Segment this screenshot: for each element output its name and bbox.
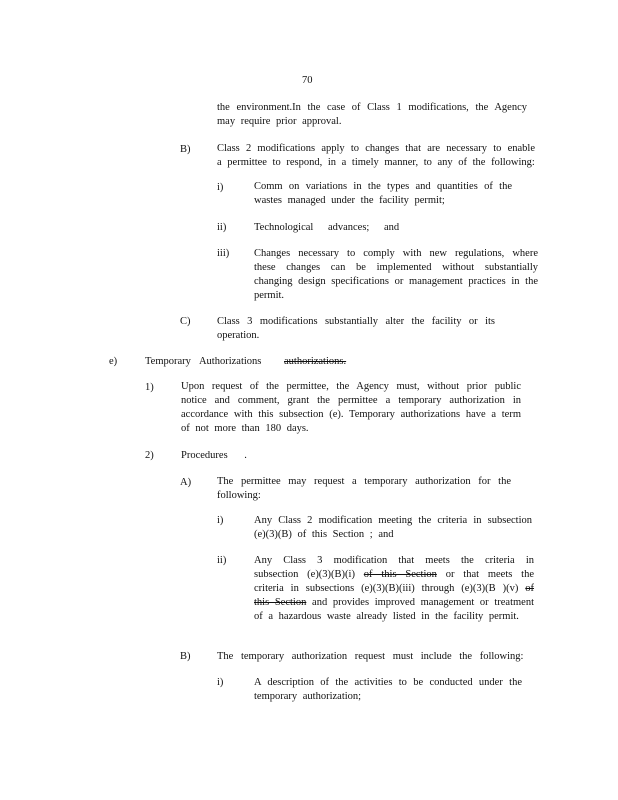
item-1-label: 1) (145, 382, 154, 393)
item-1-text: Upon request of the permittee, the Agency must, without prior public notice and comment, grant the permittee a temporary authorization in accordance with this subsection (e). Temporary authorizations have a term of not more than 180 days. (181, 381, 521, 434)
item-a-ii-label: ii) (217, 555, 227, 566)
item-b-i-text: Comm on variations in the types and quantities of the wastes managed under the facility permit; (254, 181, 512, 206)
item-a-label: A) (180, 477, 192, 488)
item-2-trailing-period: . (244, 450, 247, 461)
item-a-i-label: i) (217, 515, 224, 526)
item-a-ii-part-2: or that meets the criteria in subsections (e)(3)(B)(iii) through (e)(3)(B )(v) (254, 569, 534, 594)
item-a-ii-part-1: Any Class 3 modification that meets the criteria in subsection (e)(3)(B)(i) (254, 555, 534, 580)
item-b-iii-text: Changes necessary to comply with new regulations, where these changes can be implemented without substantially changing design specifications or management practices in the permit. (254, 248, 538, 301)
item-b-i-label: i) (217, 182, 224, 193)
item-2-title: Procedures (181, 450, 228, 461)
item-b-label: B) (180, 144, 191, 155)
section-e-title: Temporary Authorizations (145, 356, 262, 367)
item-2-label: 2) (145, 450, 154, 461)
item-a-ii-part-3: and provides improved management or treatment of a hazardous waste already listed in the facility permit. (254, 597, 535, 622)
item-b-ii-text: Technological advances; and (254, 222, 400, 233)
item-b-ii-label: ii) (217, 222, 227, 233)
item-2-heading (181, 449, 247, 462)
item-b2-text: The temporary authorization request must include the following: (217, 651, 524, 662)
item-b2-i-label: i) (217, 677, 224, 688)
item-b-text: Class 2 modifications apply to changes that are necessary to enable a permittee to respond, in a timely manner, to any of the following: (217, 143, 535, 168)
item-b2-label: B) (180, 651, 191, 662)
item-a-ii-struck-1: of this Section (363, 569, 437, 580)
paragraph-continuation: the environment.In the case of Class 1 modifications, the Agency may require prior approval. (217, 102, 527, 127)
item-a-i-text: Any Class 2 modification meeting the criteria in subsection (e)(3)(B) of this Section ; and (254, 515, 532, 540)
item-a-text: The permittee may request a temporary authorization for the following: (217, 476, 511, 501)
item-a-ii-struck-2: of this Section (254, 583, 535, 608)
item-c-text: Class 3 modifications substantially alter the facility or its operation. (217, 316, 495, 341)
section-e-struck-text: authorizations. (284, 356, 347, 367)
page-number: 70 (302, 75, 313, 86)
item-a-ii-text (254, 554, 534, 624)
section-e-label: e) (109, 356, 118, 367)
item-c-label: C) (180, 316, 191, 327)
section-e-heading (145, 355, 346, 368)
item-b-iii-label: iii) (217, 248, 230, 259)
item-b2-i-text: A description of the activities to be conducted under the temporary authorization; (254, 677, 522, 702)
